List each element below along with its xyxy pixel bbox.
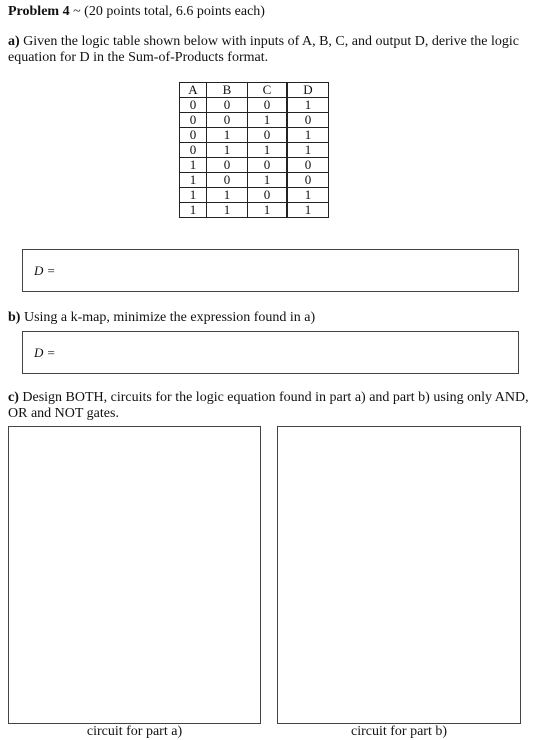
cell: 1 <box>287 128 329 143</box>
cell: 0 <box>248 188 288 203</box>
part-a-answer-box[interactable] <box>22 249 519 292</box>
cell: 0 <box>180 98 207 113</box>
cell: 1 <box>248 113 288 128</box>
cell: 1 <box>207 188 248 203</box>
cell: 0 <box>207 158 248 173</box>
problem-subtitle: ~ (20 points total, 6.6 points each) <box>69 4 265 19</box>
table-row <box>180 113 329 128</box>
table-row <box>180 128 329 143</box>
cell: 0 <box>287 113 329 128</box>
header-b: B <box>207 83 248 98</box>
cell: 1 <box>287 188 329 203</box>
cell: 1 <box>287 98 329 113</box>
cell: 1 <box>248 203 288 218</box>
cell: 0 <box>287 173 329 188</box>
table-row <box>180 98 329 113</box>
part-b-answer-box[interactable] <box>22 331 519 374</box>
cell: 1 <box>287 203 329 218</box>
cell: 1 <box>180 188 207 203</box>
cell: 0 <box>207 98 248 113</box>
cell: 1 <box>207 128 248 143</box>
circuit-a-caption: circuit for part a) <box>86 724 183 739</box>
part-a-label: a) <box>8 34 20 49</box>
cell: 0 <box>180 143 207 158</box>
header-d: D <box>287 83 329 98</box>
cell: 0 <box>180 113 207 128</box>
cell: 1 <box>207 143 248 158</box>
circuit-b-box[interactable] <box>277 426 521 724</box>
cell: 0 <box>287 158 329 173</box>
cell: 1 <box>287 143 329 158</box>
cell: 1 <box>207 203 248 218</box>
cell: 0 <box>180 128 207 143</box>
part-b-prompt <box>8 310 538 326</box>
table-row <box>180 158 329 173</box>
truth-table-header-row <box>180 83 329 98</box>
problem-heading <box>8 4 265 20</box>
truth-table <box>179 82 329 218</box>
cell: 0 <box>207 113 248 128</box>
part-b-text: Using a k-map, minimize the expression found in a) <box>20 310 316 325</box>
cell: 0 <box>248 98 288 113</box>
cell: 0 <box>248 128 288 143</box>
header-a: A <box>180 83 207 98</box>
part-b-label: b) <box>8 310 21 325</box>
part-b-answer-label: D = <box>34 345 56 360</box>
cell: 1 <box>180 203 207 218</box>
part-a-prompt <box>8 34 538 66</box>
cell: 0 <box>248 158 288 173</box>
cell: 1 <box>248 173 288 188</box>
table-row <box>180 173 329 188</box>
part-a-answer-label: D = <box>34 263 56 278</box>
cell: 1 <box>180 158 207 173</box>
circuit-a-box[interactable] <box>8 426 261 724</box>
part-c-prompt <box>8 390 538 422</box>
cell: 1 <box>180 173 207 188</box>
part-c-label: c) <box>8 390 19 405</box>
header-c: C <box>248 83 288 98</box>
table-row <box>180 203 329 218</box>
cell: 1 <box>248 143 288 158</box>
part-c-text: Design BOTH, circuits for the logic equation found in part a) and part b) using only AND, OR and NOT gates. <box>8 390 529 421</box>
part-a-text: Given the logic table shown below with inputs of A, B, C, and output D, derive the logic equation for D in the Sum-of-Products format. <box>8 34 519 65</box>
cell: 0 <box>207 173 248 188</box>
problem-title: Problem 4 <box>8 4 70 19</box>
table-row <box>180 143 329 158</box>
circuit-b-caption: circuit for part b) <box>350 724 447 739</box>
table-row <box>180 188 329 203</box>
